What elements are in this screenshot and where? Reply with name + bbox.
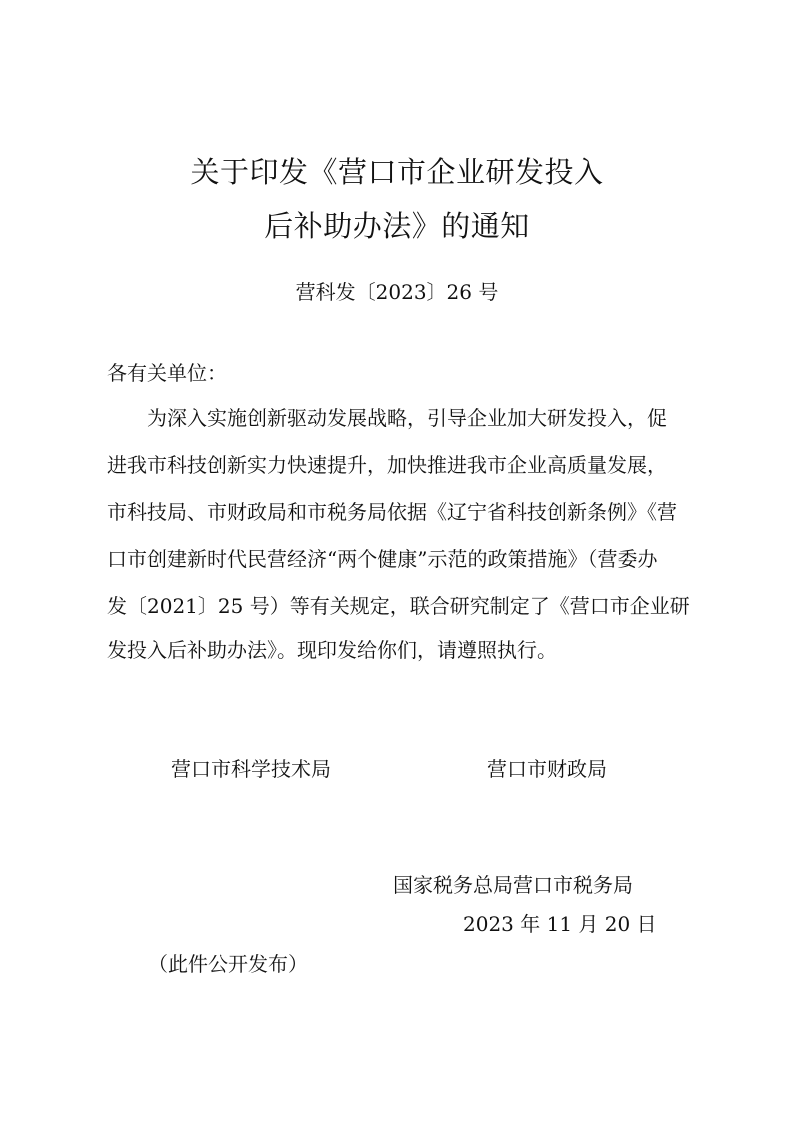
document-number: 营科发〔2023〕26 号 <box>295 280 499 304</box>
body-paragraph-line: 为深入实施创新驱动发展战略，引导企业加大研发投入，促 <box>147 406 667 430</box>
body-paragraph-line: 市科技局、市财政局和市税务局依据《辽宁省科技创新条例》《营 <box>107 500 677 524</box>
body-paragraph-line: 进我市科技创新实力快速提升，加快推进我市企业高质量发展， <box>107 453 667 477</box>
salutation: 各有关单位： <box>107 361 227 385</box>
document-title-line-2: 后补助办法》的通知 <box>264 209 530 243</box>
body-paragraph-line: 发〔2021〕25 号）等有关规定，联合研究制定了《营口市企业研 <box>107 594 690 618</box>
publication-note: （此件公开发布） <box>148 952 308 976</box>
issue-date: 2023 年 11 月 20 日 <box>463 912 657 936</box>
signature-sci-tech-bureau: 营口市科学技术局 <box>171 757 331 781</box>
signature-finance-bureau: 营口市财政局 <box>487 757 607 781</box>
body-paragraph-line: 口市创建新时代民营经济“两个健康”示范的政策措施》（营委办 <box>107 547 658 571</box>
body-paragraph-line: 发投入后补助办法》。现印发给你们，请遵照执行。 <box>107 638 557 662</box>
signature-tax-bureau: 国家税务总局营口市税务局 <box>393 873 633 897</box>
document-title-line-1: 关于印发《营口市企业研发投入 <box>190 155 604 189</box>
